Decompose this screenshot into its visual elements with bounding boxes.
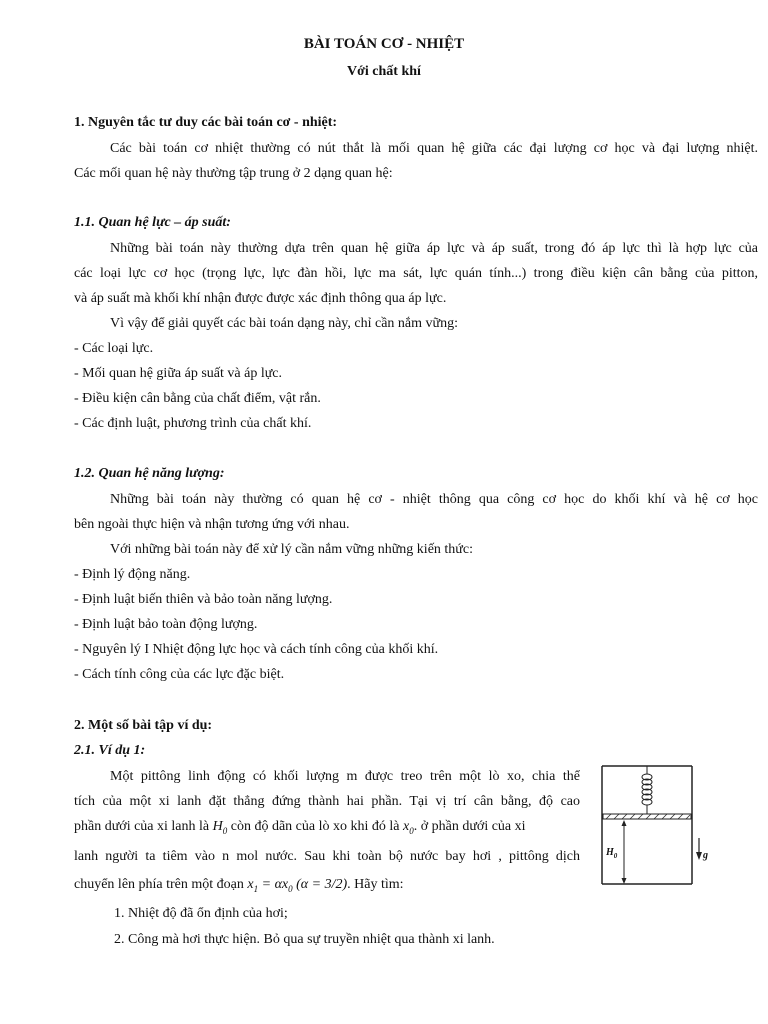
math-x0: $x_0$	[403, 819, 414, 836]
example-line-4: lanh người ta tiêm vào n mol nước. Sau khi toàn bộ nước bay hơi , pittông dịch	[74, 849, 580, 864]
example-line-3-part-b: còn độ dãn của lò xo khi đó là	[230, 819, 400, 834]
height-label: $H_0$	[606, 847, 618, 860]
section-1-2-intro: Với những bài toán này để xử lý cần nắm vững những kiến thức:	[110, 542, 473, 557]
math-h0: $H_0$	[212, 819, 228, 836]
section-1-1-paragraph-line-1: Những bài toán này thường dựa trên quan hệ giữa áp lực và áp suất, trong đó áp lực thì là hợp lực của	[110, 241, 758, 256]
section-1-2-paragraph-line-2: bên ngoài thực hiện và nhận tương ứng với nhau.	[74, 517, 350, 532]
spring-icon	[642, 766, 652, 814]
section-1-paragraph-line-2: Các mối quan hệ này thường tập trung ở 2 dạng quan hệ:	[74, 166, 393, 181]
section-1-1-intro: Vì vậy để giải quyết các bài toán dạng này, chỉ cần nắm vững:	[110, 316, 459, 331]
list-item: - Mối quan hệ giữa áp suất và áp lực.	[74, 366, 283, 381]
example-line-3-part-a: phần dưới của xi lanh là	[74, 819, 210, 834]
document-subtitle: Với chất khí	[347, 64, 421, 79]
section-1-1-paragraph-line-3: và áp suất mà khối khí nhận được được xác định thông qua áp lực.	[74, 291, 447, 306]
question-1: 1. Nhiệt độ đã ổn định của hơi;	[114, 906, 288, 921]
example-line-5	[74, 876, 404, 898]
example-line-1: Một pittông linh động có khối lượng m được treo trên một lò xo, chia thể	[110, 769, 580, 784]
list-item: - Các định luật, phương trình của chất khí.	[74, 416, 312, 431]
list-item: - Cách tính công của các lực đặc biệt.	[74, 667, 285, 682]
list-item: - Nguyên lý I Nhiệt động lực học và cách tính công của khối khí.	[74, 642, 439, 657]
section-1-1-paragraph-line-2: các loại lực cơ học (trọng lực, lực đàn hồi, lực ma sát, lực quán tính...) trong điều kiện cân bằng của pitton,	[74, 266, 758, 281]
example-line-3-part-c: . ở phần dưới của xi	[413, 819, 526, 834]
list-item: - Định luật biến thiên và bảo toàn năng lượng.	[74, 592, 333, 607]
math-x1: $x_1 = \alpha x_0$ (α = 3/2)	[247, 877, 348, 894]
section-1-paragraph-line-1: Các bài toán cơ nhiệt thường có nút thắt là mối quan hệ giữa các đại lượng cơ học và đại lượng nhiệt.	[110, 141, 758, 156]
question-2: 2. Công mà hơi thực hiện. Bỏ qua sự truyền nhiệt qua thành xi lanh.	[114, 932, 495, 947]
section-1-2-paragraph-line-1: Những bài toán này thường có quan hệ cơ - nhiệt thông qua công cơ học do khối khí và hệ cơ học	[110, 492, 758, 507]
height-arrow-down-icon	[622, 878, 627, 884]
list-item: - Định luật bảo toàn động lượng.	[74, 617, 258, 632]
example-line-5-part-a: chuyển lên phía trên một đoạn	[74, 877, 244, 892]
section-1-heading: 1. Nguyên tắc tư duy các bài toán cơ - nhiệt:	[74, 115, 338, 130]
list-item: - Điều kiện cân bằng của chất điểm, vật rắn.	[74, 391, 321, 406]
document-title: BÀI TOÁN CƠ - NHIỆT	[303, 36, 465, 52]
section-2-heading: 2. Một số bài tập ví dụ:	[74, 718, 213, 733]
example-1-heading: 2.1. Ví dụ 1:	[74, 743, 146, 758]
list-item: - Các loại lực.	[74, 341, 154, 356]
list-item: - Định lý động năng.	[74, 567, 191, 582]
example-line-3	[74, 818, 580, 840]
gravity-arrow-icon	[696, 852, 702, 860]
section-1-1-heading: 1.1. Quan hệ lực – áp suất:	[74, 215, 231, 230]
example-line-2: tích của một xi lanh đặt thẳng đứng thành hai phần. Tại vị trí cân bằng, độ cao	[74, 794, 580, 809]
cylinder-piston-figure	[592, 764, 720, 888]
height-arrow-up-icon	[622, 820, 627, 826]
section-1-2-heading: 1.2. Quan hệ năng lượng:	[74, 466, 225, 481]
gravity-label: g	[703, 850, 708, 861]
example-line-5-part-b: . Hãy tìm:	[347, 877, 404, 892]
